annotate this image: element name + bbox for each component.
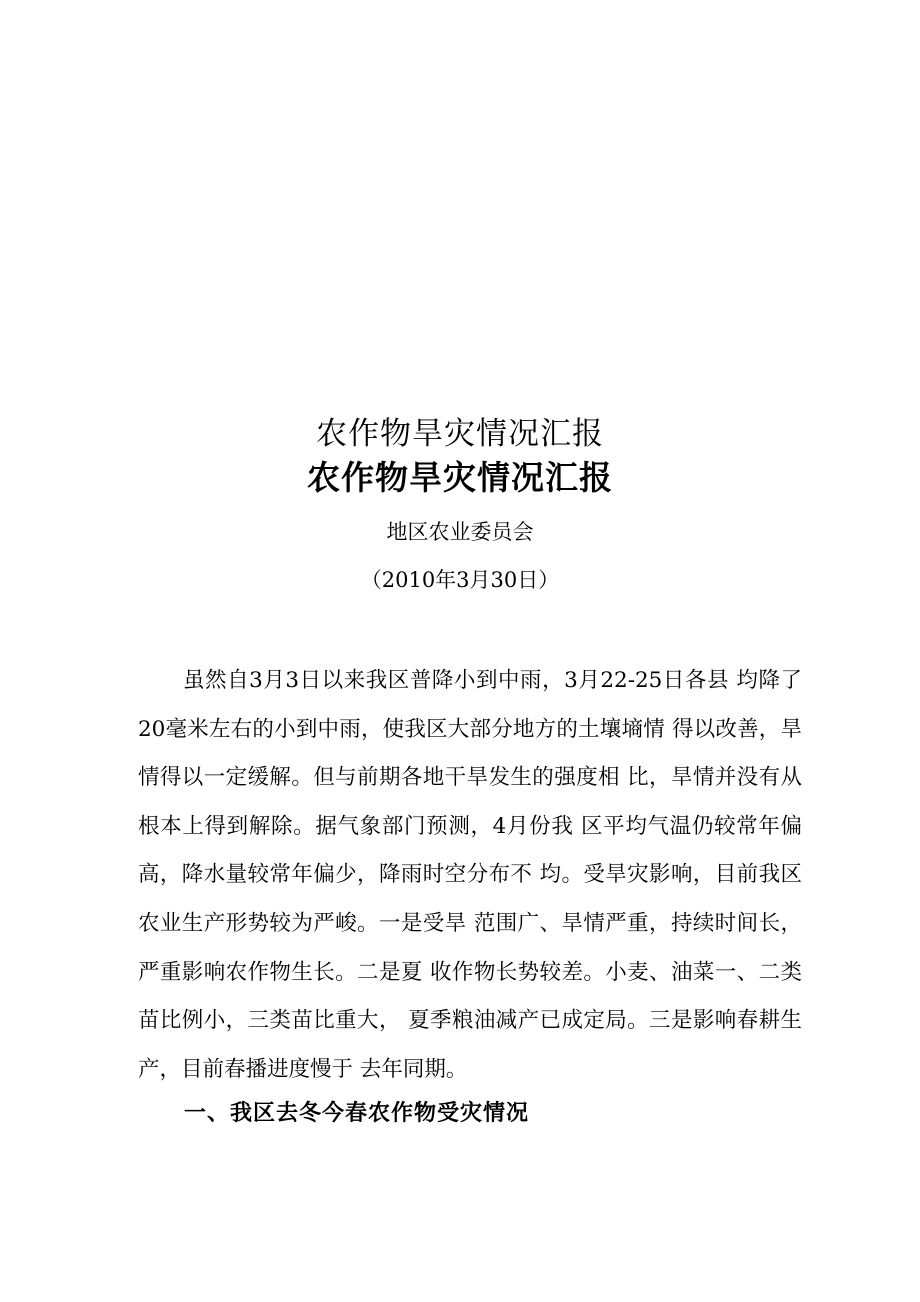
document-date: （2010年3月30日）: [360, 568, 560, 592]
document-title-plain: 农作物旱灾情况汇报: [316, 416, 604, 452]
section-heading: 一、我区去冬今春农作物受灾情况: [184, 1101, 530, 1126]
issuing-organization: 地区农业委员会: [386, 520, 534, 544]
body-paragraph: 虽然自3月3日以来我区普降小到中雨，3月22-25日各县 均降了20毫米左右的小到中雨，使我区大部分地方的土壤墒情 得以改善，旱情得以一定缓解。但与前期各地干旱发生的强度相 比，旱情并没有从根本上得到解除。据气象部门预测，4月份我 区平均气温仍较常年偏高，降水量较常年偏少，降雨时空分布不 均。受旱灾影响，目前我区农业生产形势较为严峻。一是受旱 范围广、旱情严重，持续时间长，严重影响农作物生长。二是夏 收作物长势较差。小麦、油菜一、二类苗比例小，三类苗比重大， 夏季粮油减产已成定局。三是影响春耕生产，目前春播进度慢于 去年同期。: [138, 668, 802, 1082]
document-title-bold: 农作物旱灾情况汇报: [307, 458, 613, 497]
